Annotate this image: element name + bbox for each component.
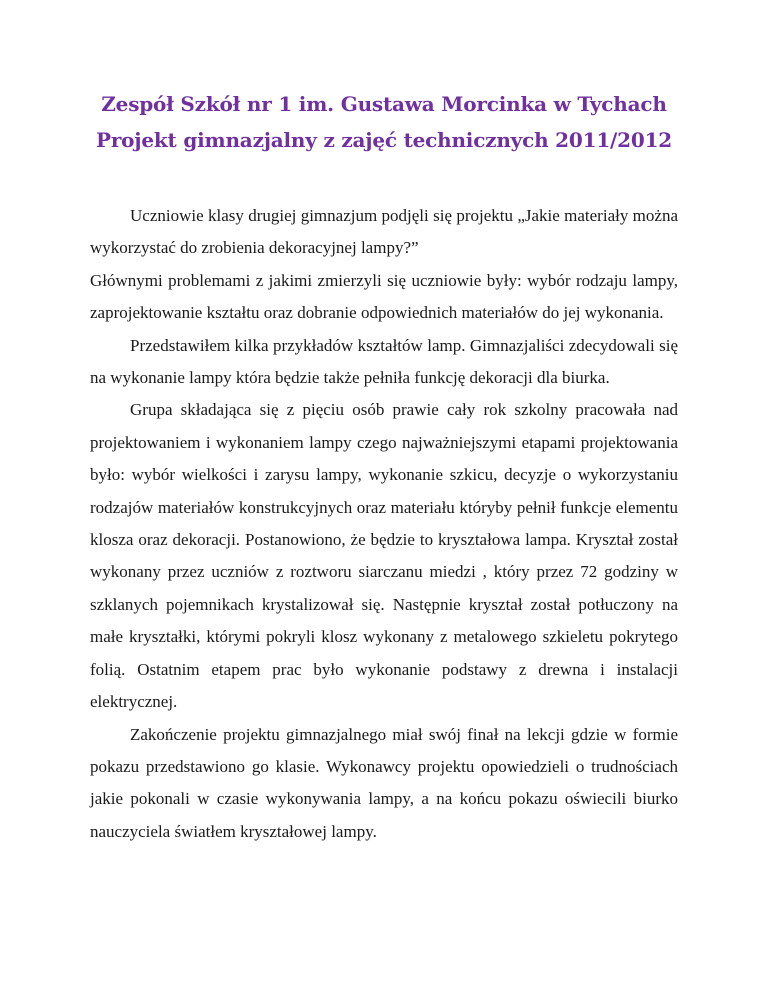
title-block [0, 86, 768, 158]
school-name-heading: Zespół Szkół nr 1 im. Gustawa Morcinka w Tychach [101, 92, 667, 116]
paragraph-intro: Uczniowie klasy drugiej gimnazjum podjęli się projektu „Jakie materiały można wykorzystać do zrobienia dekoracyjnej lampy?” [90, 206, 678, 258]
paragraph-problems: Głównymi problemami z jakimi zmierzyli się uczniowie były: wybór rodzaju lampy, zaprojektowanie kształtu oraz dobranie odpowiednich materiałów do jej wykonania. [90, 270, 678, 323]
paragraph-process: Grupa składająca się z pięciu osób prawie cały rok szkolny pracowała nad projektowaniem i wykonaniem lampy czego najważniejszymi etapami projektowania było: wybór wielkości i zarysu lampy, wykonanie szkicu, decyzje o wykorzystaniu rodzajów materiałów konstrukcyjnych oraz materiału któryby pełnił funkcje elementu klosza oraz dekoracji. Postanowiono, że będzie to kryształowa lampa. Kryształ został wykonany przez uczniów z roztworu siarczanu miedzi , który przez 72 godziny w szklanych pojemnikach krystalizował się. Następnie kryształ został potłuczony na małe kryształki, którymi pokryli klosz wykonany z metalowego szkieletu pokrytego folią. Ostatnim etapem prac było wykonanie podstawy z drewna i instalacji elektrycznej. [90, 400, 678, 712]
project-title-heading: Projekt gimnazjalny z zajęć technicznych 2011/2012 [95, 128, 673, 152]
paragraph-shapes: Przedstawiłem kilka przykładów kształtów lamp. Gimnazjaliści zdecydowali się na wykonanie lampy która będzie także pełniła funkcję dekoracji dla biurka. [90, 335, 678, 388]
paragraph-conclusion: Zakończenie projektu gimnazjalnego miał swój finał na lekcji gdzie w formie pokazu przedstawiono go klasie. Wykonawcy projektu opowiedzieli o trudnościach jakie pokonali w czasie wykonywania lampy, a na końcu pokazu oświecili biurko nauczyciela światłem kryształowej lampy. [90, 724, 678, 841]
body-text [90, 200, 678, 848]
